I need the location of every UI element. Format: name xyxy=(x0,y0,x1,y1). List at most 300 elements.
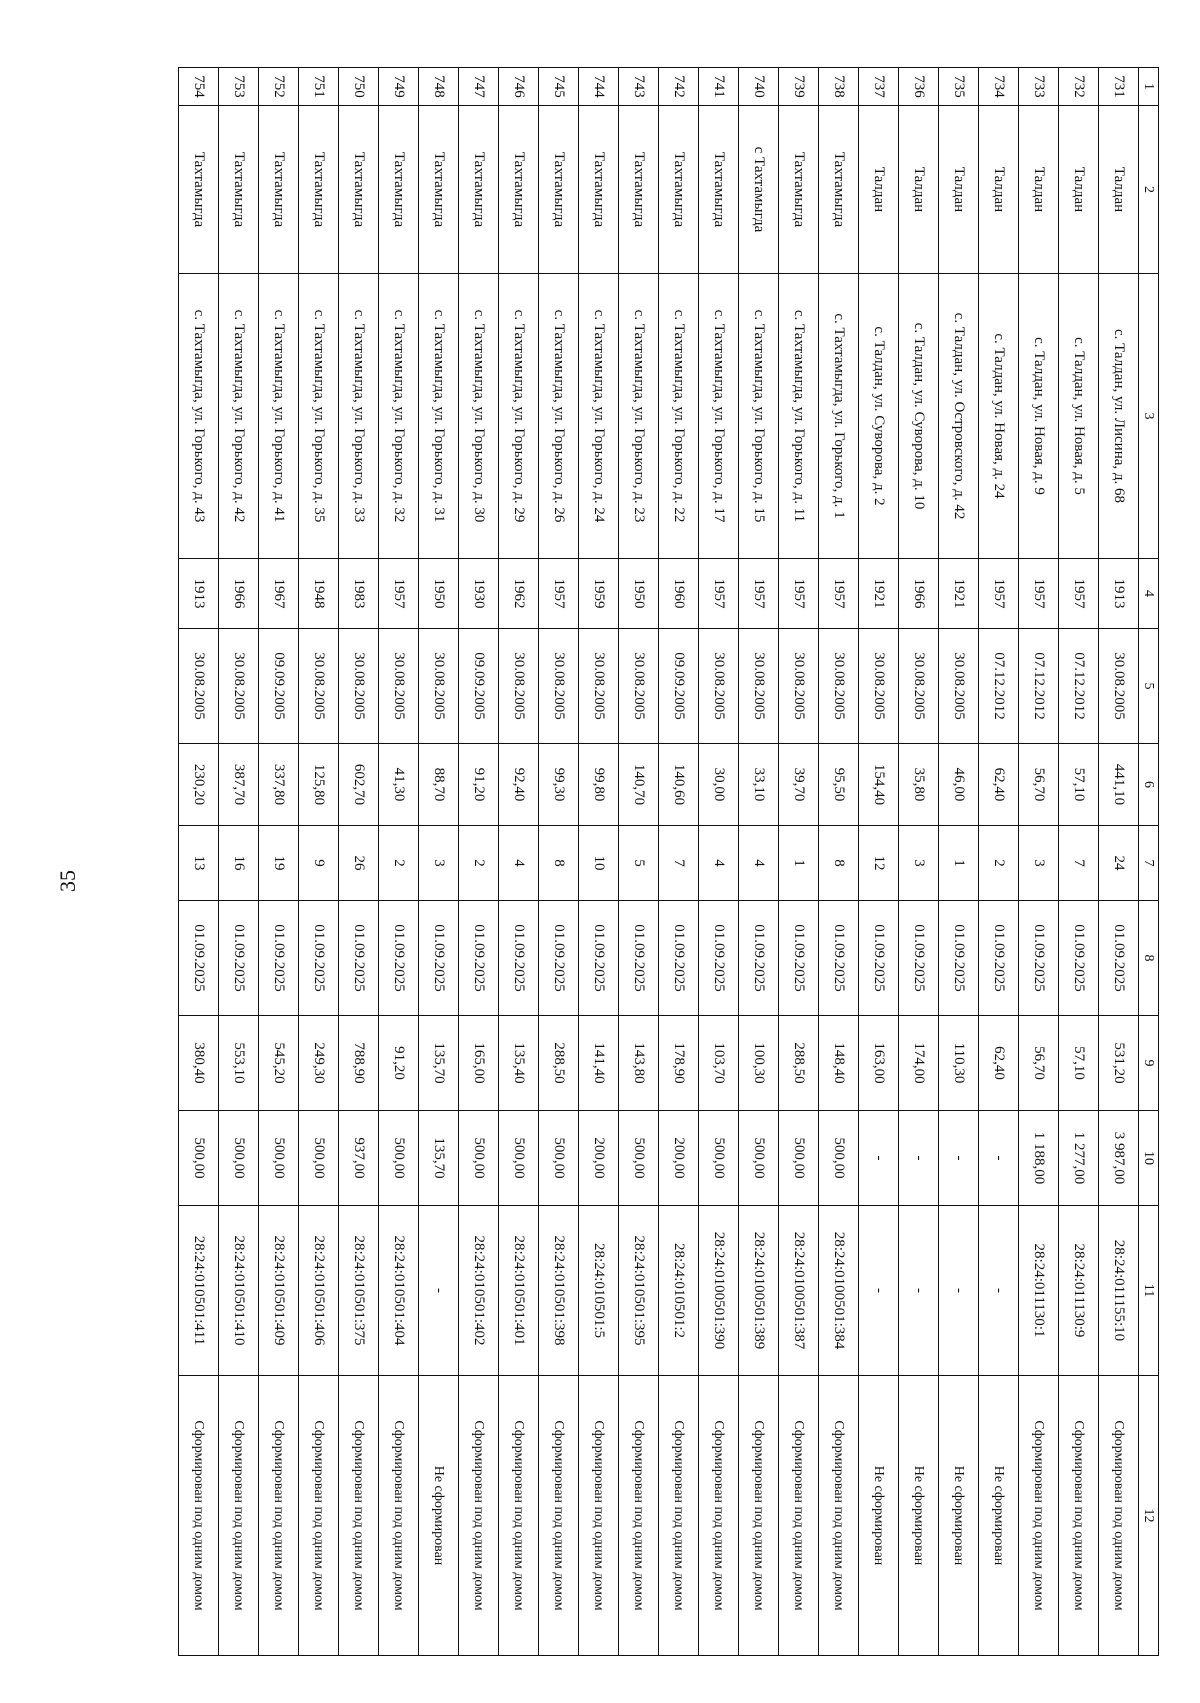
address-cell: с. Талдан, ул. Суворова, д. 10 xyxy=(899,274,939,559)
settlement-cell: Талдан xyxy=(979,106,1019,274)
settlement-cell: Талдан xyxy=(939,106,979,274)
column-header-9: 9 xyxy=(1139,1016,1159,1111)
status-cell: Сформирован под одним домом xyxy=(1019,1376,1059,1656)
table-row xyxy=(619,68,659,1656)
cadastral-number-cell: 28:24:0100501:389 xyxy=(739,1206,779,1376)
table-row xyxy=(499,68,539,1656)
count-cell: 10 xyxy=(579,826,619,901)
status-cell: Сформирован под одним домом xyxy=(539,1376,579,1656)
count-cell: 4 xyxy=(739,826,779,901)
address-cell: с. Тахтамыгда, ул. Горького, д. 24 xyxy=(579,274,619,559)
total-area-cell: 288,50 xyxy=(539,1016,579,1111)
date-cell: 30.08.2005 xyxy=(219,629,259,744)
area-cell: 57,10 xyxy=(1059,744,1099,826)
area-cell: 92,40 xyxy=(499,744,539,826)
column-header-8: 8 xyxy=(1139,901,1159,1016)
cadastral-number-cell: 28:24:010501:404 xyxy=(379,1206,419,1376)
total-area-cell: 62,40 xyxy=(979,1016,1019,1111)
column-header-5: 5 xyxy=(1139,629,1159,744)
table-row xyxy=(379,68,419,1656)
land-area-cell: 937,00 xyxy=(339,1111,379,1206)
count-cell: 1 xyxy=(779,826,819,901)
address-cell: с. Тахтамыгда, ул. Горького, д. 41 xyxy=(259,274,299,559)
table-row xyxy=(299,68,339,1656)
area-cell: 140,70 xyxy=(619,744,659,826)
cadastral-number-cell: 28:24:010501:410 xyxy=(219,1206,259,1376)
table-row xyxy=(859,68,899,1656)
area-cell: 387,70 xyxy=(219,744,259,826)
area-cell: 99,30 xyxy=(539,744,579,826)
status-cell: Сформирован под одним домом xyxy=(739,1376,779,1656)
settlement-cell: Тахтамыгда xyxy=(339,106,379,274)
count-cell: 3 xyxy=(1019,826,1059,901)
land-area-cell: - xyxy=(899,1111,939,1206)
cadastral-number-cell: 28:24:010501:406 xyxy=(299,1206,339,1376)
table-body xyxy=(179,68,1139,1656)
land-area-cell: 1 277,00 xyxy=(1059,1111,1099,1206)
deadline-cell: 01.09.2025 xyxy=(859,901,899,1016)
status-cell: Сформирован под одним домом xyxy=(1099,1376,1139,1656)
deadline-cell: 01.09.2025 xyxy=(899,901,939,1016)
area-cell: 95,50 xyxy=(819,744,859,826)
land-area-cell: 500,00 xyxy=(179,1111,219,1206)
year-cell: 1957 xyxy=(1059,559,1099,629)
deadline-cell: 01.09.2025 xyxy=(619,901,659,1016)
land-area-cell: 500,00 xyxy=(739,1111,779,1206)
column-header-2: 2 xyxy=(1139,106,1159,274)
date-cell: 30.08.2005 xyxy=(699,629,739,744)
area-cell: 140,60 xyxy=(659,744,699,826)
status-cell: Не сформирован xyxy=(979,1376,1019,1656)
deadline-cell: 01.09.2025 xyxy=(739,901,779,1016)
row-number: 734 xyxy=(979,68,1019,106)
count-cell: 7 xyxy=(1059,826,1099,901)
status-cell: Сформирован под одним домом xyxy=(339,1376,379,1656)
area-cell: 125,80 xyxy=(299,744,339,826)
total-area-cell: 545,20 xyxy=(259,1016,299,1111)
total-area-cell: 380,40 xyxy=(179,1016,219,1111)
count-cell: 9 xyxy=(299,826,339,901)
row-number: 739 xyxy=(779,68,819,106)
settlement-cell: Тахтамыгда xyxy=(419,106,459,274)
cadastral-number-cell: 28:24:010501:5 xyxy=(579,1206,619,1376)
status-cell: Сформирован под одним домом xyxy=(179,1376,219,1656)
date-cell: 30.08.2005 xyxy=(1099,629,1139,744)
column-header-11: 11 xyxy=(1139,1206,1159,1376)
status-cell: Не сформирован xyxy=(859,1376,899,1656)
cadastral-number-cell: 28:24:010501:395 xyxy=(619,1206,659,1376)
year-cell: 1957 xyxy=(699,559,739,629)
count-cell: 16 xyxy=(219,826,259,901)
deadline-cell: 01.09.2025 xyxy=(659,901,699,1016)
table-row xyxy=(579,68,619,1656)
area-cell: 33,10 xyxy=(739,744,779,826)
land-area-cell: - xyxy=(979,1111,1019,1206)
column-header-1: 1 xyxy=(1139,68,1159,106)
address-cell: с. Талдан, ул. Новая, д. 9 xyxy=(1019,274,1059,559)
table-row xyxy=(459,68,499,1656)
settlement-cell: Тахтамыгда xyxy=(659,106,699,274)
total-area-cell: 57,10 xyxy=(1059,1016,1099,1111)
settlement-cell: Тахтамыгда xyxy=(539,106,579,274)
settlement-cell: Тахтамыгда xyxy=(179,106,219,274)
deadline-cell: 01.09.2025 xyxy=(819,901,859,1016)
status-cell: Сформирован под одним домом xyxy=(499,1376,539,1656)
area-cell: 62,40 xyxy=(979,744,1019,826)
total-area-cell: 141,40 xyxy=(579,1016,619,1111)
column-header-12: 12 xyxy=(1139,1376,1159,1656)
status-cell: Сформирован под одним домом xyxy=(579,1376,619,1656)
total-area-cell: 103,70 xyxy=(699,1016,739,1111)
address-cell: с. Талдан, ул. Островского, д. 42 xyxy=(939,274,979,559)
deadline-cell: 01.09.2025 xyxy=(419,901,459,1016)
total-area-cell: 56,70 xyxy=(1019,1016,1059,1111)
table-row xyxy=(259,68,299,1656)
cadastral-number-cell: 28:24:010501:411 xyxy=(179,1206,219,1376)
count-cell: 5 xyxy=(619,826,659,901)
row-number: 754 xyxy=(179,68,219,106)
land-area-cell: 500,00 xyxy=(619,1111,659,1206)
date-cell: 30.08.2005 xyxy=(539,629,579,744)
date-cell: 30.08.2005 xyxy=(819,629,859,744)
status-cell: Не сформирован xyxy=(939,1376,979,1656)
address-cell: с. Тахтамыгда, ул. Горького, д. 15 xyxy=(739,274,779,559)
date-cell: 09.09.2005 xyxy=(459,629,499,744)
total-area-cell: 135,70 xyxy=(419,1016,459,1111)
status-cell: Сформирован под одним домом xyxy=(379,1376,419,1656)
area-cell: 99,80 xyxy=(579,744,619,826)
year-cell: 1913 xyxy=(179,559,219,629)
total-area-cell: 91,20 xyxy=(379,1016,419,1111)
area-cell: 337,80 xyxy=(259,744,299,826)
total-area-cell: 288,50 xyxy=(779,1016,819,1111)
date-cell: 30.08.2005 xyxy=(299,629,339,744)
row-number: 735 xyxy=(939,68,979,106)
address-cell: с. Талдан, ул. Суворова, д. 2 xyxy=(859,274,899,559)
cadastral-number-cell: - xyxy=(899,1206,939,1376)
deadline-cell: 01.09.2025 xyxy=(779,901,819,1016)
year-cell: 1957 xyxy=(779,559,819,629)
address-cell: с. Тахтамыгда, ул. Горького, д. 23 xyxy=(619,274,659,559)
address-cell: с. Тахтамыгда, ул. Горького, д. 30 xyxy=(459,274,499,559)
table-row xyxy=(739,68,779,1656)
count-cell: 3 xyxy=(419,826,459,901)
status-cell: Сформирован под одним домом xyxy=(459,1376,499,1656)
count-cell: 12 xyxy=(859,826,899,901)
settlement-cell: Тахтамыгда xyxy=(499,106,539,274)
table-row xyxy=(979,68,1019,1656)
year-cell: 1921 xyxy=(939,559,979,629)
cadastral-number-cell: 28:24:010501:398 xyxy=(539,1206,579,1376)
year-cell: 1967 xyxy=(259,559,299,629)
cadastral-number-cell: 28:24:0100501:390 xyxy=(699,1206,739,1376)
area-cell: 88,70 xyxy=(419,744,459,826)
land-area-cell: 500,00 xyxy=(219,1111,259,1206)
settlement-cell: Тахтамыгда xyxy=(299,106,339,274)
row-number: 740 xyxy=(739,68,779,106)
cadastral-number-cell: 28:24:010501:409 xyxy=(259,1206,299,1376)
status-cell: Не сформирован xyxy=(899,1376,939,1656)
address-cell: с. Талдан, ул. Новая, д. 5 xyxy=(1059,274,1099,559)
settlement-cell: с Тахтамыгда xyxy=(739,106,779,274)
total-area-cell: 135,40 xyxy=(499,1016,539,1111)
table-row xyxy=(699,68,739,1656)
land-area-cell: 500,00 xyxy=(699,1111,739,1206)
count-cell: 26 xyxy=(339,826,379,901)
count-cell: 2 xyxy=(979,826,1019,901)
area-cell: 602,70 xyxy=(339,744,379,826)
row-number: 738 xyxy=(819,68,859,106)
table-row xyxy=(1059,68,1099,1656)
deadline-cell: 01.09.2025 xyxy=(379,901,419,1016)
area-cell: 56,70 xyxy=(1019,744,1059,826)
date-cell: 09.09.2005 xyxy=(259,629,299,744)
deadline-cell: 01.09.2025 xyxy=(299,901,339,1016)
year-cell: 1957 xyxy=(979,559,1019,629)
count-cell: 4 xyxy=(499,826,539,901)
cadastral-number-cell: 28:24:011130:9 xyxy=(1059,1206,1099,1376)
area-cell: 35,80 xyxy=(899,744,939,826)
date-cell: 30.08.2005 xyxy=(939,629,979,744)
row-number: 752 xyxy=(259,68,299,106)
date-cell: 30.08.2005 xyxy=(579,629,619,744)
cadastral-number-cell: 28:24:010501:375 xyxy=(339,1206,379,1376)
settlement-cell: Тахтамыгда xyxy=(379,106,419,274)
count-cell: 2 xyxy=(379,826,419,901)
count-cell: 7 xyxy=(659,826,699,901)
deadline-cell: 01.09.2025 xyxy=(459,901,499,1016)
status-cell: Не сформирован xyxy=(419,1376,459,1656)
area-cell: 230,20 xyxy=(179,744,219,826)
address-cell: с. Тахтамыгда, ул. Горького, д. 11 xyxy=(779,274,819,559)
settlement-cell: Талдан xyxy=(1099,106,1139,274)
row-number: 749 xyxy=(379,68,419,106)
address-cell: с. Тахтамыгда, ул. Горького, д. 33 xyxy=(339,274,379,559)
count-cell: 8 xyxy=(819,826,859,901)
settlement-cell: Тахтамыгда xyxy=(779,106,819,274)
count-cell: 13 xyxy=(179,826,219,901)
address-cell: с. Тахтамыгда, ул. Горького, д. 26 xyxy=(539,274,579,559)
cadastral-number-cell: 28:24:0100501:384 xyxy=(819,1206,859,1376)
table-row xyxy=(1099,68,1139,1656)
status-cell: Сформирован под одним домом xyxy=(699,1376,739,1656)
year-cell: 1966 xyxy=(219,559,259,629)
deadline-cell: 01.09.2025 xyxy=(259,901,299,1016)
deadline-cell: 01.09.2025 xyxy=(179,901,219,1016)
page-number: 35 xyxy=(55,870,80,892)
status-cell: Сформирован под одним домом xyxy=(299,1376,339,1656)
land-area-cell: 500,00 xyxy=(379,1111,419,1206)
address-cell: с. Талдан, ул. Лисина, д. 68 xyxy=(1099,274,1139,559)
row-number: 753 xyxy=(219,68,259,106)
year-cell: 1957 xyxy=(739,559,779,629)
year-cell: 1983 xyxy=(339,559,379,629)
table-row xyxy=(539,68,579,1656)
total-area-cell: 100,30 xyxy=(739,1016,779,1111)
status-cell: Сформирован под одним домом xyxy=(619,1376,659,1656)
row-number: 751 xyxy=(299,68,339,106)
area-cell: 41,30 xyxy=(379,744,419,826)
deadline-cell: 01.09.2025 xyxy=(1059,901,1099,1016)
deadline-cell: 01.09.2025 xyxy=(219,901,259,1016)
table-row xyxy=(179,68,219,1656)
land-area-cell: 1 188,00 xyxy=(1019,1111,1059,1206)
column-header-7: 7 xyxy=(1139,826,1159,901)
status-cell: Сформирован под одним домом xyxy=(259,1376,299,1656)
count-cell: 19 xyxy=(259,826,299,901)
date-cell: 07.12.2012 xyxy=(1019,629,1059,744)
deadline-cell: 01.09.2025 xyxy=(579,901,619,1016)
date-cell: 30.08.2005 xyxy=(739,629,779,744)
table-row xyxy=(779,68,819,1656)
date-cell: 30.08.2005 xyxy=(899,629,939,744)
year-cell: 1957 xyxy=(819,559,859,629)
land-area-cell: 500,00 xyxy=(779,1111,819,1206)
year-cell: 1957 xyxy=(539,559,579,629)
land-area-cell: 200,00 xyxy=(579,1111,619,1206)
status-cell: Сформирован под одним домом xyxy=(779,1376,819,1656)
column-number-header-row xyxy=(1139,68,1159,1656)
total-area-cell: 788,90 xyxy=(339,1016,379,1111)
land-area-cell: 500,00 xyxy=(539,1111,579,1206)
count-cell: 4 xyxy=(699,826,739,901)
year-cell: 1930 xyxy=(459,559,499,629)
column-header-10: 10 xyxy=(1139,1111,1159,1206)
count-cell: 24 xyxy=(1099,826,1139,901)
column-header-6: 6 xyxy=(1139,744,1159,826)
cadastral-number-cell: 28:24:010501:402 xyxy=(459,1206,499,1376)
column-header-3: 3 xyxy=(1139,274,1159,559)
table-row xyxy=(819,68,859,1656)
settlement-cell: Талдан xyxy=(1059,106,1099,274)
deadline-cell: 01.09.2025 xyxy=(539,901,579,1016)
row-number: 746 xyxy=(499,68,539,106)
total-area-cell: 148,40 xyxy=(819,1016,859,1111)
settlement-cell: Тахтамыгда xyxy=(259,106,299,274)
total-area-cell: 163,00 xyxy=(859,1016,899,1111)
cadastral-number-cell: 28:24:011130:1 xyxy=(1019,1206,1059,1376)
row-number: 737 xyxy=(859,68,899,106)
date-cell: 30.08.2005 xyxy=(619,629,659,744)
cadastral-number-cell: 28:24:0100501:387 xyxy=(779,1206,819,1376)
total-area-cell: 531,20 xyxy=(1099,1016,1139,1111)
column-header-4: 4 xyxy=(1139,559,1159,629)
table-row xyxy=(339,68,379,1656)
date-cell: 30.08.2005 xyxy=(419,629,459,744)
deadline-cell: 01.09.2025 xyxy=(1019,901,1059,1016)
total-area-cell: 110,30 xyxy=(939,1016,979,1111)
date-cell: 30.08.2005 xyxy=(779,629,819,744)
address-cell: с. Тахтамыгда, ул. Горького, д. 22 xyxy=(659,274,699,559)
date-cell: 30.08.2005 xyxy=(859,629,899,744)
settlement-cell: Тахтамыгда xyxy=(619,106,659,274)
settlement-cell: Тахтамыгда xyxy=(579,106,619,274)
land-area-cell: 500,00 xyxy=(259,1111,299,1206)
settlement-cell: Тахтамыгда xyxy=(459,106,499,274)
row-number: 748 xyxy=(419,68,459,106)
land-area-cell: 500,00 xyxy=(459,1111,499,1206)
land-area-cell: 500,00 xyxy=(819,1111,859,1206)
date-cell: 30.08.2005 xyxy=(499,629,539,744)
address-cell: с. Тахтамыгда, ул. Горького, д. 29 xyxy=(499,274,539,559)
year-cell: 1957 xyxy=(1019,559,1059,629)
year-cell: 1913 xyxy=(1099,559,1139,629)
address-cell: с. Тахтамыгда, ул. Горького, д. 32 xyxy=(379,274,419,559)
settlement-cell: Тахтамыгда xyxy=(219,106,259,274)
deadline-cell: 01.09.2025 xyxy=(699,901,739,1016)
total-area-cell: 178,90 xyxy=(659,1016,699,1111)
area-cell: 39,70 xyxy=(779,744,819,826)
row-number: 732 xyxy=(1059,68,1099,106)
row-number: 742 xyxy=(659,68,699,106)
address-cell: с. Тахтамыгда, ул. Горького, д. 17 xyxy=(699,274,739,559)
settlement-cell: Тахтамыгда xyxy=(819,106,859,274)
land-area-cell: 500,00 xyxy=(299,1111,339,1206)
date-cell: 30.08.2005 xyxy=(379,629,419,744)
date-cell: 09.09.2005 xyxy=(659,629,699,744)
year-cell: 1950 xyxy=(619,559,659,629)
year-cell: 1950 xyxy=(419,559,459,629)
housing-register-table xyxy=(178,67,1159,1656)
cadastral-number-cell: - xyxy=(419,1206,459,1376)
table-row xyxy=(219,68,259,1656)
row-number: 741 xyxy=(699,68,739,106)
row-number: 733 xyxy=(1019,68,1059,106)
land-area-cell: 135,70 xyxy=(419,1111,459,1206)
deadline-cell: 01.09.2025 xyxy=(499,901,539,1016)
address-cell: с. Тахтамыгда, ул. Горького, д. 42 xyxy=(219,274,259,559)
land-area-cell: 500,00 xyxy=(499,1111,539,1206)
year-cell: 1957 xyxy=(379,559,419,629)
year-cell: 1948 xyxy=(299,559,339,629)
address-cell: с. Тахтамыгда, ул. Горького, д. 35 xyxy=(299,274,339,559)
total-area-cell: 553,10 xyxy=(219,1016,259,1111)
area-cell: 30,00 xyxy=(699,744,739,826)
address-cell: с. Тахтамыгда, ул. Горького, д. 43 xyxy=(179,274,219,559)
row-number: 731 xyxy=(1099,68,1139,106)
land-area-cell: 3 987,00 xyxy=(1099,1111,1139,1206)
settlement-cell: Тахтамыгда xyxy=(699,106,739,274)
date-cell: 07.12.2012 xyxy=(1059,629,1099,744)
year-cell: 1921 xyxy=(859,559,899,629)
date-cell: 30.08.2005 xyxy=(339,629,379,744)
settlement-cell: Талдан xyxy=(1019,106,1059,274)
area-cell: 91,20 xyxy=(459,744,499,826)
count-cell: 1 xyxy=(939,826,979,901)
count-cell: 2 xyxy=(459,826,499,901)
row-number: 747 xyxy=(459,68,499,106)
date-cell: 07.12.2012 xyxy=(979,629,1019,744)
year-cell: 1960 xyxy=(659,559,699,629)
settlement-cell: Талдан xyxy=(899,106,939,274)
row-number: 745 xyxy=(539,68,579,106)
table-row xyxy=(659,68,699,1656)
year-cell: 1962 xyxy=(499,559,539,629)
count-cell: 3 xyxy=(899,826,939,901)
total-area-cell: 143,80 xyxy=(619,1016,659,1111)
deadline-cell: 01.09.2025 xyxy=(1099,901,1139,1016)
table-row xyxy=(1019,68,1059,1656)
area-cell: 441,10 xyxy=(1099,744,1139,826)
status-cell: Сформирован под одним домом xyxy=(659,1376,699,1656)
count-cell: 8 xyxy=(539,826,579,901)
table-row xyxy=(419,68,459,1656)
address-cell: с. Талдан, ул. Новая, д. 24 xyxy=(979,274,1019,559)
cadastral-number-cell: 28:24:011155:10 xyxy=(1099,1206,1139,1376)
land-area-cell: - xyxy=(859,1111,899,1206)
row-number: 743 xyxy=(619,68,659,106)
cadastral-number-cell: 28:24:010501:2 xyxy=(659,1206,699,1376)
